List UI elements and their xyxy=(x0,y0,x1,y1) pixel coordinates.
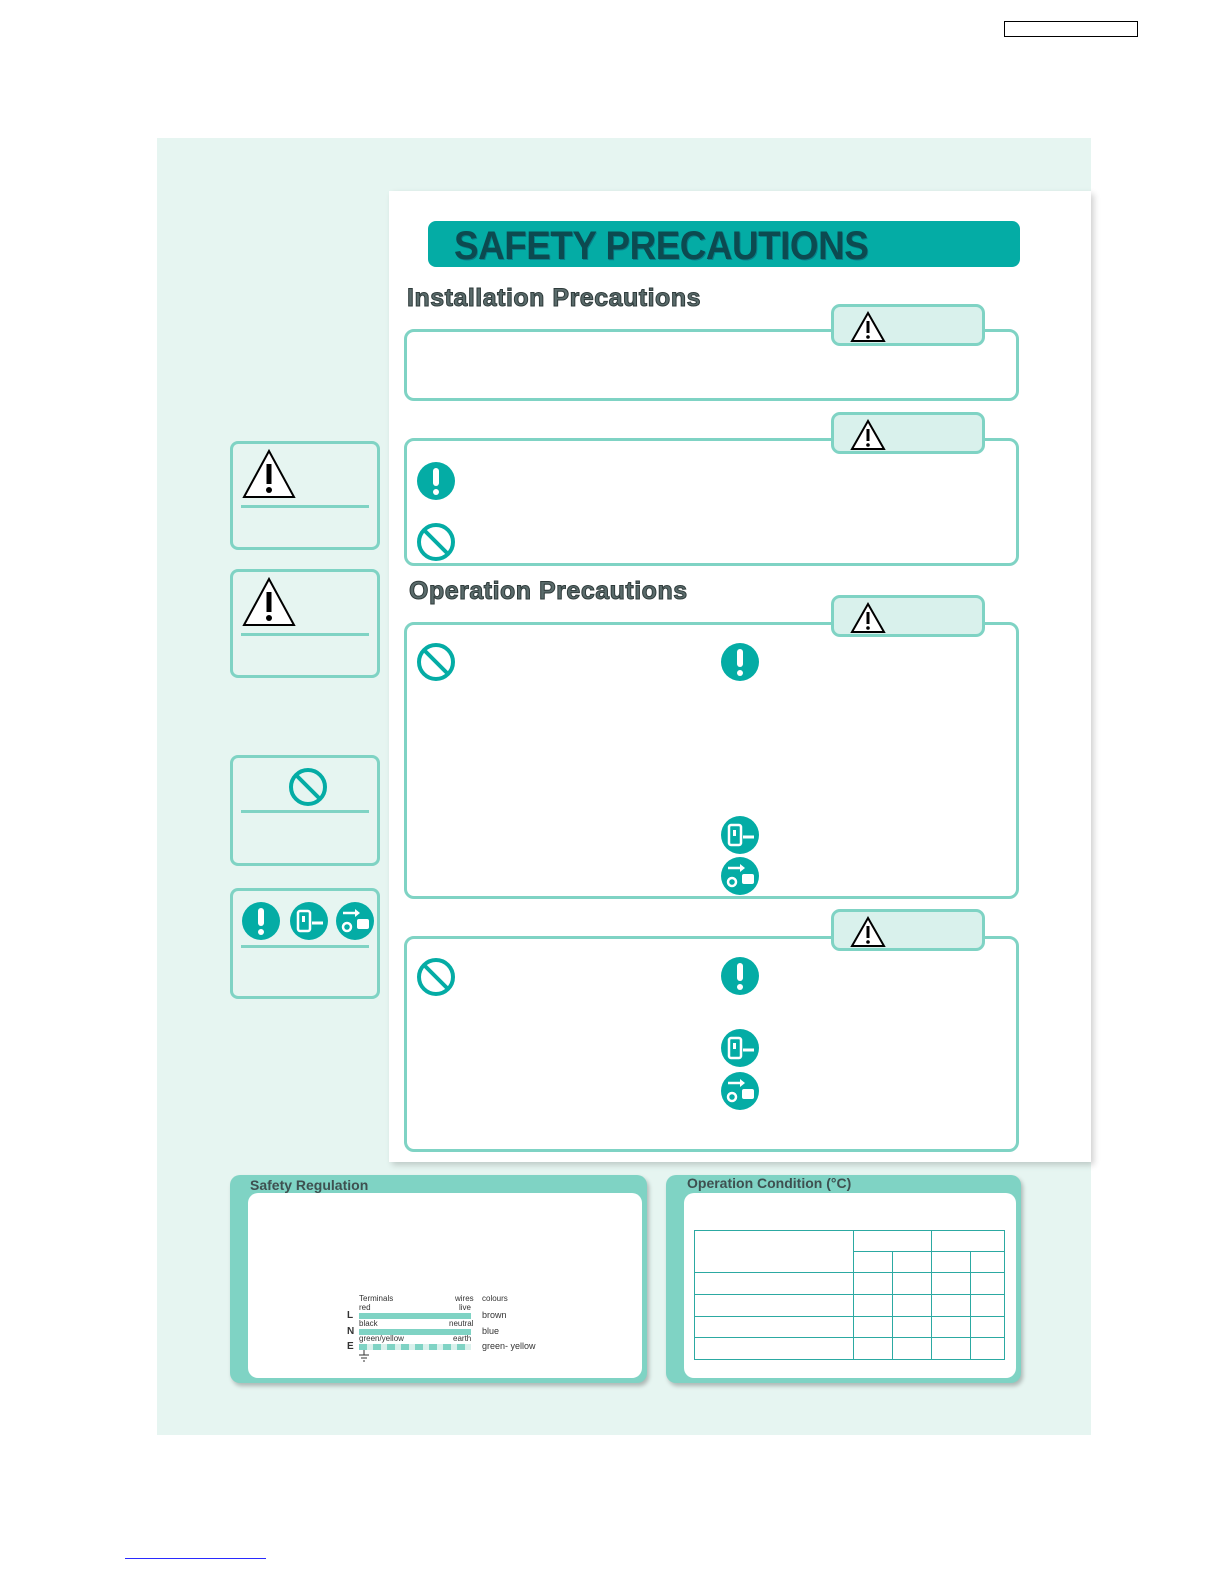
table-cell xyxy=(854,1294,893,1316)
table-cell xyxy=(695,1273,854,1295)
disconnect-plug-icon xyxy=(720,1071,760,1111)
safety-regulation-box xyxy=(230,1175,647,1383)
warning-triangle-icon xyxy=(241,576,297,628)
colours-header: colours xyxy=(482,1294,508,1303)
table-cell xyxy=(971,1252,1005,1273)
wire-label: neutral xyxy=(449,1319,474,1328)
table-cell xyxy=(971,1273,1005,1295)
exclamation-circle-icon xyxy=(241,901,281,941)
warning-tab xyxy=(831,595,985,637)
prohibited-circle-icon xyxy=(416,522,456,562)
operation-warning-box xyxy=(404,622,1019,899)
prohibited-circle-icon xyxy=(416,642,456,682)
legend-caution-box xyxy=(230,569,380,678)
table-cell xyxy=(971,1294,1005,1316)
terminal-colour-label: green/yellow xyxy=(359,1334,404,1343)
safety-regulation-content xyxy=(248,1193,642,1378)
table-cell xyxy=(932,1231,1005,1252)
installation-caution-box xyxy=(404,438,1019,566)
footer-link[interactable] xyxy=(125,1558,266,1559)
table-cell xyxy=(932,1294,971,1316)
table-cell xyxy=(932,1338,971,1360)
operation-condition-content xyxy=(684,1193,1016,1378)
table-cell xyxy=(971,1338,1005,1360)
safety-regulation-title: Safety Regulation xyxy=(250,1177,369,1193)
wire-label: earth xyxy=(453,1334,472,1343)
terminal-colour-label: red xyxy=(359,1303,371,1312)
prohibited-circle-icon xyxy=(288,767,328,807)
table-cell xyxy=(854,1252,893,1273)
warning-triangle-icon xyxy=(850,418,886,452)
legend-mandatory-box xyxy=(230,888,380,999)
divider xyxy=(241,945,369,948)
table-cell xyxy=(893,1316,932,1338)
warning-triangle-icon xyxy=(850,915,886,949)
table-cell xyxy=(893,1338,932,1360)
caution-tab xyxy=(831,412,985,454)
table-cell xyxy=(695,1316,854,1338)
reference-box xyxy=(1004,21,1138,37)
divider xyxy=(241,810,369,813)
terminal-letter: E xyxy=(347,1341,354,1352)
table-cell xyxy=(893,1273,932,1295)
table-cell xyxy=(932,1252,971,1273)
caution-tab xyxy=(831,909,985,951)
disconnect-plug-icon xyxy=(335,901,375,941)
ground-icon xyxy=(358,1350,370,1362)
divider xyxy=(241,505,369,508)
terminals-header: Terminals xyxy=(359,1294,394,1303)
unplug-icon xyxy=(720,1028,760,1068)
legend-prohibited-box xyxy=(230,755,380,866)
table-cell xyxy=(893,1294,932,1316)
table-row xyxy=(695,1316,1005,1338)
table-cell xyxy=(971,1316,1005,1338)
terminal-letter: N xyxy=(347,1326,355,1337)
wire-label: live xyxy=(459,1303,472,1312)
unplug-icon xyxy=(720,815,760,855)
prohibited-circle-icon xyxy=(416,957,456,997)
table-cell xyxy=(695,1294,854,1316)
exclamation-circle-icon xyxy=(416,461,456,501)
terminal-colour-label: black xyxy=(359,1319,378,1328)
warning-triangle-icon xyxy=(241,448,297,500)
page-title: SAFETY PRECAUTIONS xyxy=(454,224,869,268)
warning-triangle-icon xyxy=(850,310,886,344)
divider xyxy=(241,633,369,636)
wire-colour-label: brown xyxy=(482,1310,507,1320)
table-row xyxy=(695,1338,1005,1360)
wire-colour-label: green- yellow xyxy=(482,1341,536,1351)
table-cell xyxy=(854,1338,893,1360)
operation-condition-box xyxy=(666,1175,1021,1383)
wire-colour-label: blue xyxy=(482,1326,500,1336)
operation-caution-box xyxy=(404,936,1019,1152)
earth-wire-bar xyxy=(359,1344,471,1350)
table-cell xyxy=(854,1316,893,1338)
table-row xyxy=(695,1294,1005,1316)
installation-heading: Installation Precautions xyxy=(407,284,702,312)
operation-condition-table xyxy=(694,1230,1005,1360)
operation-heading: Operation Precautions xyxy=(409,577,688,605)
table-cell xyxy=(893,1252,932,1273)
terminal-letter: L xyxy=(347,1310,354,1321)
unplug-icon xyxy=(289,901,329,941)
wires-header: wires xyxy=(455,1294,474,1303)
table-cell xyxy=(854,1231,932,1252)
exclamation-circle-icon xyxy=(720,956,760,996)
table-cell xyxy=(854,1273,893,1295)
table-cell xyxy=(932,1273,971,1295)
table-cell xyxy=(695,1231,854,1273)
warning-tab xyxy=(831,304,985,346)
table-cell xyxy=(695,1338,854,1360)
table-cell xyxy=(932,1316,971,1338)
warning-triangle-icon xyxy=(850,601,886,635)
exclamation-circle-icon xyxy=(720,642,760,682)
operation-condition-title: Operation Condition (°C) xyxy=(687,1175,852,1191)
table-row xyxy=(695,1273,1005,1295)
legend-warning-box xyxy=(230,441,380,550)
disconnect-plug-icon xyxy=(720,856,760,896)
